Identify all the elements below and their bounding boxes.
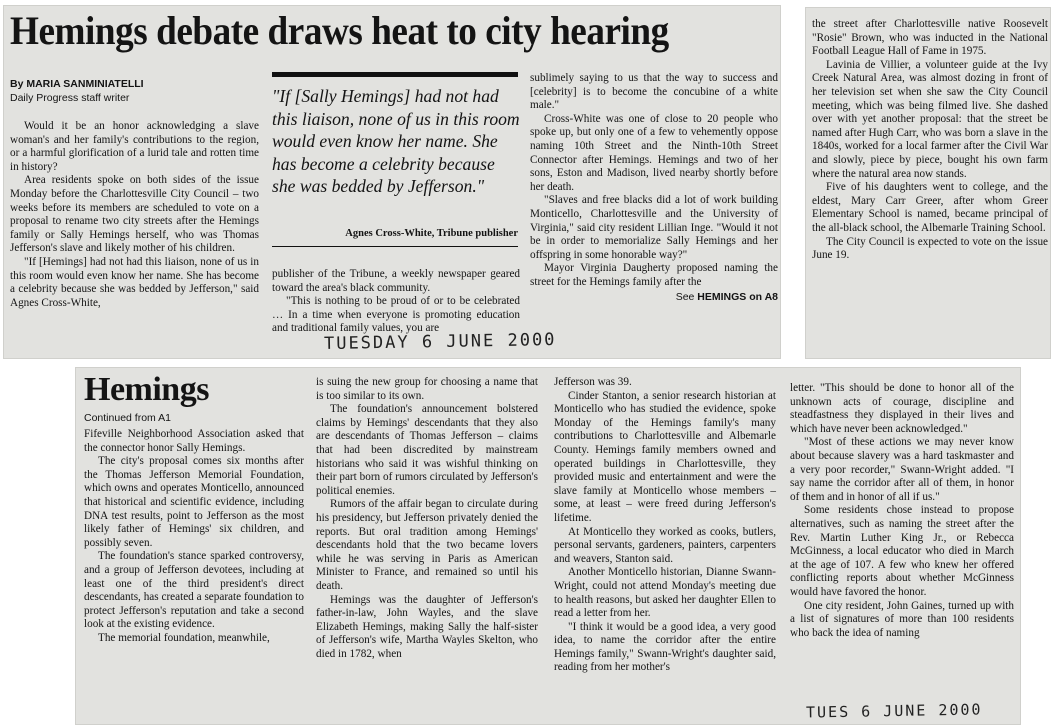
paragraph: Hemings was the daughter of Jefferson's father-in-law, John Wayles, and the slave Elizabeth Hemings, making Sally the half-sister of Jefferson's wife, Martha Wayles Skelton, who died in 1782, when	[316, 593, 538, 660]
paragraph: Area residents spoke on both sides of the issue Monday before the Charlottesville City Council – two weeks before its members are scheduled to vote on a proposal to rename two city streets after the Hemings family or Sally Hemings herself, who was Thomas Jefferson's slave and likely mother of his children.	[10, 174, 259, 255]
paragraph: Mayor Virginia Daugherty proposed naming the street for the Hemings family after the	[530, 262, 778, 288]
pull-quote: "If [Sally Hemings] had not had this liaison, none of us in this room would even know her name. She has become a celebrity because she was bedded by Jefferson."	[272, 86, 520, 197]
paragraph: Lavinia de Villier, a volunteer guide at the Ivy Creek Natural Area, was almost dozing in front of her television set when she saw the City Council meeting, which was being filmed live. She dashed over with yet another proposal: that the street be named after Hugh Carr, who was born a slave in the 1840s, worked for a local farmer after the Civil War and slowly, piece by piece, bought his own farm where the natural area now stands.	[812, 58, 1048, 180]
article-column-3	[530, 72, 778, 304]
paragraph: One city resident, John Gaines, turned up with a list of signatures of more than 100 residents who back the idea of naming	[790, 599, 1014, 639]
paragraph: "If [Hemings] had not had this liaison, none of us in this room would even know her name. She has become a celebrity because she was bedded by Jefferson," said Agnes Cross-White,	[10, 255, 259, 309]
paragraph: publisher of the Tribune, a weekly newspaper geared toward the area's black community.	[272, 268, 520, 294]
article-column-2	[316, 376, 538, 661]
paragraph: "Most of these actions we may never know about because slavery was a hard taskmaster and a very poor recorder," Swann-Wright added. "I say name the corridor after all of them, in honor of them and in honor of all if us."	[790, 436, 1014, 503]
paragraph: Would it be an honor acknowledging a slave woman's and her family's contributions to the region, or a harmful glorification of a lurid tale and rotten time in history?	[10, 120, 259, 173]
staff-writer: Daily Progress staff writer	[10, 92, 130, 104]
paragraph: Cross-White was one of close to 20 people who spoke up, but only one of a few to vehemently oppose naming 10th Street and the Ninth-10th Street Connector after Hemings. Hemings and two of her sons, Eston and Madison, lived nearby shortly before her death.	[530, 112, 778, 193]
paragraph: Some residents chose instead to propose alternatives, such as naming the street after the Rev. Martin Luther King Jr., or Rebecca McGinness, a local educator who died in March at the age of 107. A few who knew her offered conflicting reports about whether McGinness would have favored the honor.	[790, 504, 1014, 598]
paragraph: "I think it would be a good idea, a very good idea, to name the corridor after the entire Hemings family," Swann-Wright's daughter said, reading from her mother's	[554, 620, 776, 674]
clipping-top	[4, 6, 780, 358]
paragraph: Another Monticello historian, Dianne Swann-Wright, could not attend Monday's meeting due to health reasons, but asked her daughter Ellen to read a letter from her.	[554, 566, 776, 620]
paragraph: Five of his daughters went to college, and the eldest, Mary Carr Greer, after whom Greer Elementary School is named, became principal of the all-black school, the Albemarle Training School.	[812, 181, 1048, 234]
continued-from: Continued from A1	[84, 412, 171, 424]
jump-line	[530, 291, 778, 305]
paragraph: letter. "This should be done to honor all of the unknown acts of courage, discipline and steadfastness they displayed in their lives and which have never been acknowledged."	[790, 382, 1014, 435]
article-column-1	[10, 120, 259, 310]
paragraph: The City Council is expected to vote on the issue June 19.	[812, 235, 1048, 262]
paragraph: the street after Charlottesville native Roosevelt "Rosie" Brown, who was inducted in the National Football League Hall of Fame in 1975.	[812, 18, 1048, 58]
paragraph: Rumors of the affair began to circulate during his presidency, but Jefferson privately denied the reports. But oral tradition among Hemings' descendants hold that the two became lovers while he was serving in Paris as American Minister to France, and remained so until his death.	[316, 498, 538, 592]
paragraph: Cinder Stanton, a senior research historian at Monticello who has studied the evidence, spoke Monday of the Hemings family's many contributions to Charlottesville and Albemarle County. Hemings family members owned and operated buildings in Charlottesville, they provided music and entertainment and were the slave family at Monticello whose members – some, at least – were freed during Jefferson's lifetime.	[554, 389, 776, 524]
pull-quote-bottom-rule	[272, 246, 518, 247]
clipping-bottom	[76, 368, 1020, 724]
pull-quote-rule	[272, 72, 518, 77]
paragraph: "Slaves and free blacks did a lot of work building Monticello, Charlottesville and the University of Virginia," said city resident Lillian Inge. "Would it not be in order to memorialize Sally Hemings and her offspring in some honorable way?"	[530, 194, 778, 261]
paragraph: The foundation's announcement bolstered claims by Hemings' descendants that they also are descendants of Thomas Jefferson – claims that had been discredited by mainstream historians who said it was wishful thinking on their part born of rumors circulated by Jefferson's political enemies.	[316, 403, 538, 497]
jump-reference: HEMINGS on A8	[697, 290, 778, 303]
paragraph: The memorial foundation, meanwhile,	[98, 631, 270, 644]
article-column-3	[554, 376, 776, 675]
headline: Hemings debate draws heat to city hearing	[10, 8, 669, 53]
byline: By MARIA SANMINIATELLI	[10, 78, 144, 90]
paragraph: The city's proposal comes six months after the Thomas Jefferson Memorial Foundation, which owns and operates Monticello, announced that historical and scientific evidence, including DNA test results, point to Jefferson as the most likely father of Hemings' six children, and possibly seven.	[84, 455, 304, 549]
paragraph: sublimely saying to us that the way to success and [celebrity] is to become the concubine of a white male."	[530, 72, 778, 112]
article-column-right	[812, 18, 1048, 263]
paragraph: "This is nothing to be proud of or to be celebrated … In a time when everyone is promoting education and traditional family values, you are	[272, 295, 520, 335]
paragraph: The foundation's stance sparked controversy, and a group of Jefferson devotees, including at least one of the third president's direct descendants, has created a separate foundation to protect Jefferson's reputation and take a second look at the existing evidence.	[84, 550, 304, 631]
jump-prefix: See	[675, 290, 695, 303]
handwritten-date: TUES 6 JUNE 2000	[805, 700, 983, 722]
headline-continued: Hemings	[84, 371, 209, 408]
paragraph: Jefferson was 39.	[554, 376, 632, 388]
pull-quote-attribution: Agnes Cross-White, Tribune publisher	[345, 228, 518, 239]
paragraph: At Monticello they worked as cooks, butlers, personal servants, gardeners, painters, carpenters and weavers, Stanton said.	[554, 525, 776, 565]
paragraph: is suing the new group for choosing a name that is too similar to its own.	[316, 376, 538, 402]
clipping-right	[806, 8, 1050, 358]
handwritten-date: TUESDAY 6 JUNE 2000	[323, 329, 557, 355]
article-column-1	[84, 428, 304, 646]
paragraph: Fifeville Neighborhood Association asked that the connector honor Sally Hemings.	[84, 428, 304, 454]
article-column-2	[272, 268, 520, 336]
article-column-4	[790, 382, 1014, 640]
